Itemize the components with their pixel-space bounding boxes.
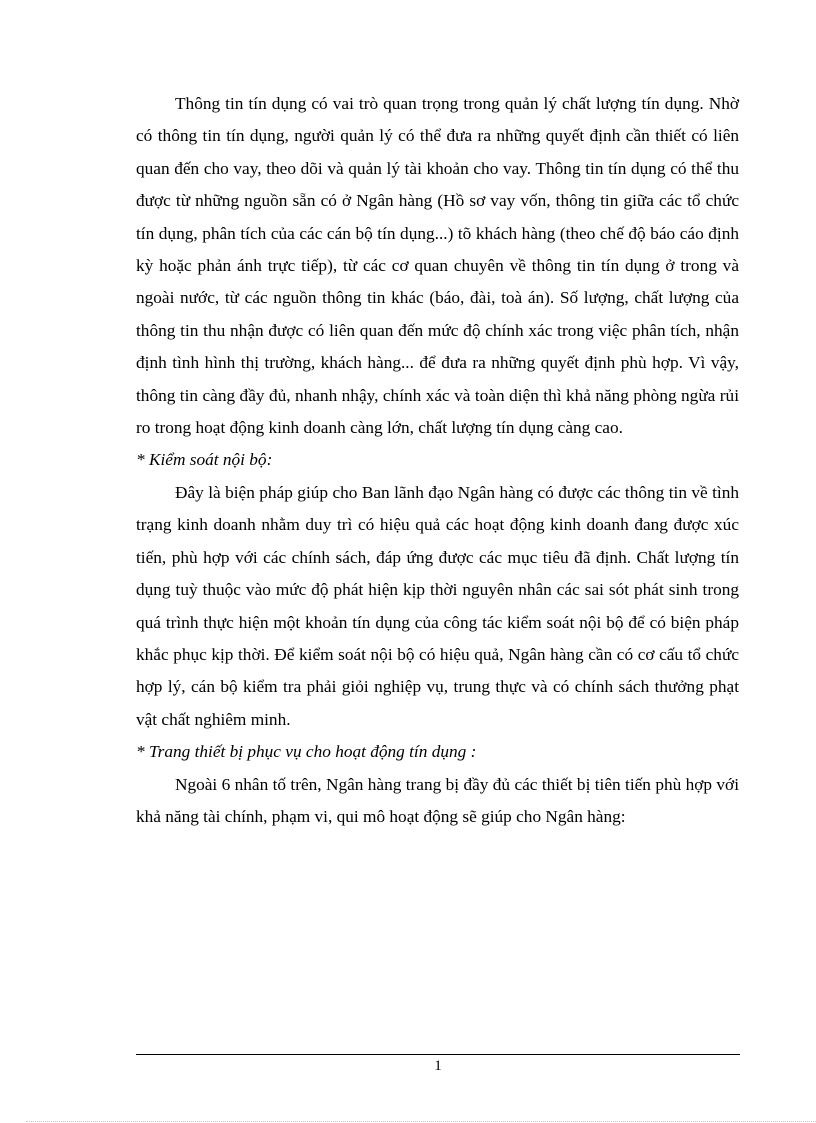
paragraph-internal-control: Đây là biện pháp giúp cho Ban lãnh đạo Ngân hàng có được các thông tin về tình trạng kinh doanh nhằm duy trì có hiệu quả các hoạt động kinh doanh đang được xúc tiến, phù hợp với các chính sách, đáp ứng được các mục tiêu đã định. Chất lượng tín dụng tuỳ thuộc vào mức độ phát hiện kịp thời nguyên nhân các sai sót phát sinh trong quá trình thực hiện một khoản tín dụng của công tác kiểm soát nội bộ để có biện pháp khắc phục kịp thời. Để kiểm soát nội bộ có hiệu quả, Ngân hàng cần có cơ cấu tổ chức hợp lý, cán bộ kiểm tra phải giỏi nghiệp vụ, trung thực và có chính sách thưởng phạt vật chất nghiêm minh. (136, 482, 739, 729)
footer-divider (136, 1054, 740, 1055)
page-number: 1 (434, 1058, 442, 1074)
paragraph-equipment: Ngoài 6 nhân tố trên, Ngân hàng trang bị đầy đủ các thiết bị tiên tiến phù hợp với khả năng tài chính, phạm vi, qui mô hoạt động sẽ giúp cho Ngân hàng: (136, 774, 739, 826)
paragraph-credit-information: Thông tin tín dụng có vai trò quan trọng trong quản lý chất lượng tín dụng. Nhờ có thông tin tín dụng, người quản lý có thể đưa ra những quyết định cần thiết có liên quan đến cho vay, theo dõi và quản lý tài khoản cho vay. Thông tin tín dụng có thể thu được từ những nguồn sẵn có ở Ngân hàng (Hồ sơ vay vốn, thông tin giữa các tổ chức tín dụng, phân tích của các cán bộ tín dụng...) tõ khách hàng (theo chế độ báo cáo định kỳ hoặc phản ánh trực tiếp), từ các cơ quan chuyên về thông tin tín dụng ở trong và ngoài nước, từ các nguồn thông tin khác (báo, đài, toà án). Số lượng, chất lượng của thông tin thu nhận được có liên quan đến mức độ chính xác trong việc phân tích, nhận định tình hình thị trường, khách hàng... để đưa ra những quyết định phù hợp. Vì vậy, thông tin càng đầy đủ, nhanh nhậy, chính xác và toàn diện thì khả năng phòng ngừa rủi ro trong hoạt động kinh doanh càng lớn, chất lượng tín dụng càng cao. (136, 94, 739, 438)
heading-equipment: * Trang thiết bị phục vụ cho hoạt động tín dụng : (136, 742, 477, 762)
page-bottom-edge (26, 1121, 816, 1122)
document-page (136, 88, 739, 833)
heading-internal-control: * Kiểm soát nội bộ: (136, 450, 273, 470)
